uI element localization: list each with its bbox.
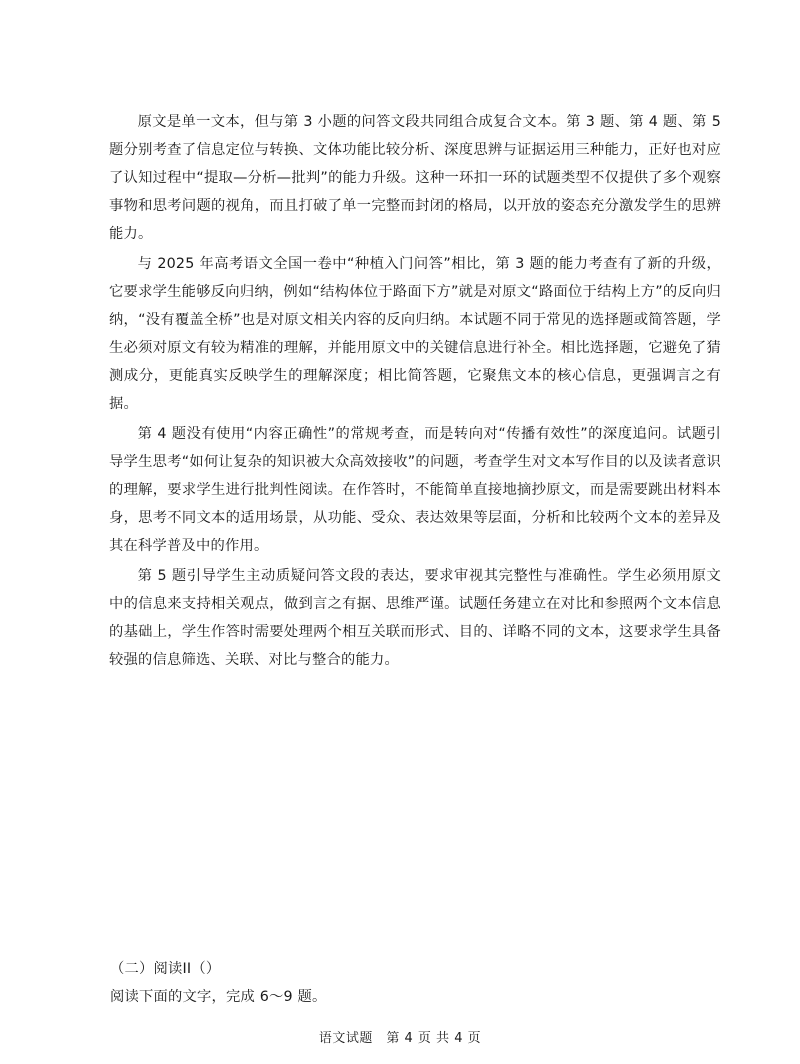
paragraph-1: 原文是单一文本，但与第 3 小题的问答文段共同组合成复合文本。第 3 题、第 4 题、第 5 题分别考查了信息定位与转换、文体功能比较分析、深度思辨与证据运用三种能力，正好也对应了认知过程中“提取—分析—批判”的能力升级。这种一环扣一环的试题类型不仅提供了多个观察事物和思考问题的视角，而且打破了单一完整而封闭的格局，以开放的姿态充分激发学生的思辨能力。 [109, 114, 721, 242]
analysis-text [109, 108, 721, 676]
reading-section [110, 955, 722, 1011]
paragraph-3: 第 4 题没有使用“内容正确性”的常规考查，而是转向对“传播有效性”的深度追问。试题引导学生思考“如何让复杂的知识被大众高效接收”的问题，考查学生对文本写作目的以及读者意识的理解，要求学生进行批判性阅读。在作答时，不能简单直接地摘抄原文，而是需要跳出材料本身，思考不同文本的适用场景，从功能、受众、表达效果等层面，分析和比较两个文本的差异及其在科学普及中的作用。 [109, 426, 721, 554]
section-intro: 阅读下面的文字，完成 6～9 题。 [110, 989, 327, 1005]
paragraph-2: 与 2025 年高考语文全国一卷中“种植入门问答”相比，第 3 题的能力考查有了新的升级，它要求学生能够反向归纳，例如“结构体位于路面下方”就是对原文“路面位于结构上方”的反向归纳，“没有覆盖全桥”也是对原文相关内容的反向归纳。本试题不同于常见的选择题或简答题，学生必须对原文有较为精准的理解，并能用原文中的关键信息进行补全。相比选择题，它避免了猜测成分，更能真实反映学生的理解深度；相比简答题，它聚焦文本的核心信息，更强调言之有据。 [109, 256, 721, 412]
section-heading: （二）阅读II（） [110, 961, 221, 977]
page-footer: 语文试题 第 4 页 共 4 页 [318, 1031, 482, 1046]
paragraph-4: 第 5 题引导学生主动质疑问答文段的表达，要求审视其完整性与准确性。学生必须用原文中的信息来支持相关观点，做到言之有据、思维严谨。试题任务建立在对比和参照两个文本信息的基础上，学生作答时需要处理两个相互关联而形式、目的、详略不同的文本，这要求学生具备较强的信息筛选、关联、对比与整合的能力。 [109, 568, 721, 668]
